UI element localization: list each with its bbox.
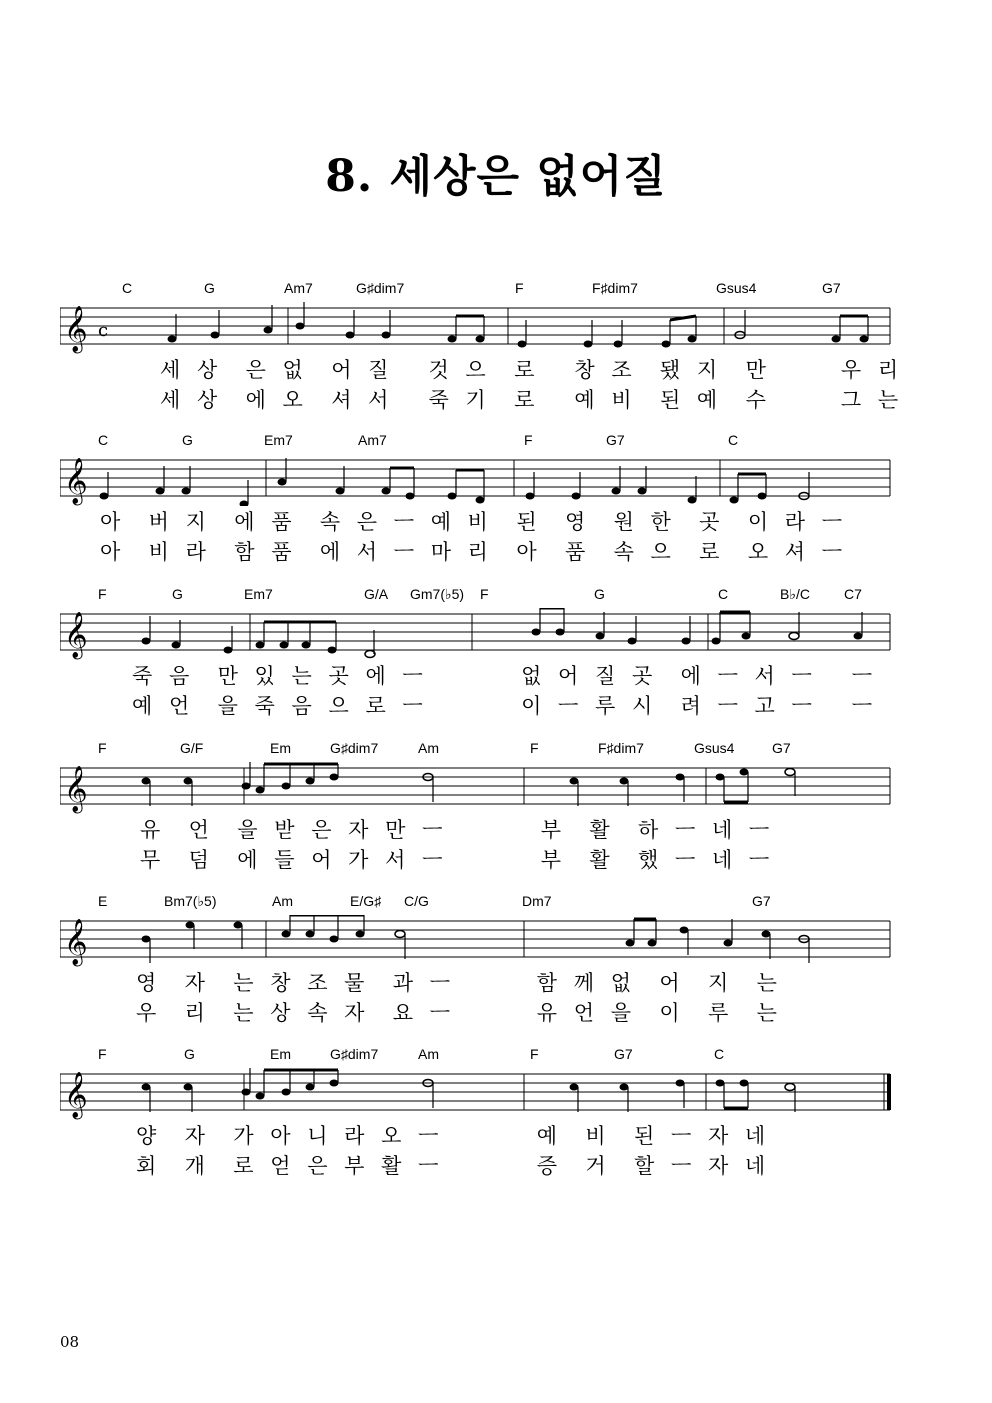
lyric-verse-1: 양 자 가 아 니 라 오 ㅡ 예 비 된 ㅡ 자 네 [136, 1124, 771, 1148]
chord: F [98, 586, 107, 602]
chord-row [60, 740, 900, 762]
chord: Am [272, 893, 293, 909]
chord-row [60, 1046, 900, 1068]
chord: G7 [606, 432, 625, 448]
svg-text:𝄞: 𝄞 [64, 458, 88, 504]
music-staff [60, 1068, 900, 1120]
staff-notation [60, 454, 900, 506]
chord: F [515, 280, 524, 296]
chord: C [122, 280, 133, 296]
chord: Em [270, 1046, 291, 1062]
chord: Gm7(♭5) [410, 586, 465, 602]
chord: Am7 [284, 280, 313, 296]
chord: F [480, 586, 489, 602]
chord: F [530, 740, 539, 756]
lyric-verse-2: 우 리 는 상 속 자 요 ㅡ 유 언 을 이 루 는 [136, 1001, 782, 1025]
chord: G [184, 1046, 195, 1062]
chord-row [60, 280, 900, 302]
chord: C [98, 432, 109, 448]
music-system-4 [60, 740, 900, 874]
chord: C/G [404, 893, 429, 909]
staff-notation [60, 302, 900, 354]
chord: F♯dim7 [598, 740, 644, 756]
chord: Am7 [358, 432, 387, 448]
music-staff [60, 302, 900, 354]
svg-text:𝄞: 𝄞 [64, 612, 88, 658]
page-number: 08 [60, 1333, 80, 1351]
chord: Dm7 [522, 893, 552, 909]
chord: C [718, 586, 729, 602]
chord-row [60, 893, 900, 915]
chord: B♭/C [780, 586, 810, 602]
chord: F♯dim7 [592, 280, 638, 296]
chord: C [714, 1046, 725, 1062]
chord: E/G♯ [350, 893, 382, 909]
chord: G [182, 432, 193, 448]
chord: G7 [752, 893, 771, 909]
chord: G7 [614, 1046, 633, 1062]
lyric-verse-2: 아 비 라 함 품 에 서 ㅡ 마 리 아 품 속 으 로 오 셔 ㅡ [100, 540, 848, 564]
chord-row [60, 586, 900, 608]
chord: F [524, 432, 533, 448]
chord: Gsus4 [694, 740, 735, 756]
chord: E [98, 893, 108, 909]
chord: Em7 [264, 432, 293, 448]
chord-row [60, 432, 900, 454]
staff-notation [60, 762, 900, 814]
chord: Am [418, 1046, 439, 1062]
chord: F [98, 740, 107, 756]
chord: G7 [772, 740, 791, 756]
chord: G♯dim7 [330, 740, 379, 756]
lyric-verse-1: 유 언 을 받 은 자 만 ㅡ 부 활 하 ㅡ 네 ㅡ [140, 818, 775, 842]
svg-text:𝄞: 𝄞 [64, 1072, 88, 1118]
chord: C7 [844, 586, 862, 602]
lyric-verse-2: 회 개 로 얻 은 부 활 ㅡ 증 거 할 ㅡ 자 네 [136, 1154, 771, 1178]
lyric-verse-2: 예 언 을 죽 음 으 로 ㅡ 이 ㅡ 루 시 려 ㅡ 고 ㅡ ㅡ [132, 694, 878, 718]
chord: G♯dim7 [356, 280, 405, 296]
chord: Bm7(♭5) [164, 893, 217, 909]
svg-text:𝄞: 𝄞 [64, 919, 88, 965]
chord: Gsus4 [716, 280, 757, 296]
music-staff [60, 608, 900, 660]
chord: Em7 [244, 586, 273, 602]
lyric-verse-2: 무 덤 에 들 어 가 서 ㅡ 부 활 했 ㅡ 네 ㅡ [140, 848, 775, 872]
music-system-1 [60, 280, 904, 414]
music-system-5 [60, 893, 900, 1027]
music-staff [60, 762, 900, 814]
music-staff [60, 454, 900, 506]
music-system-6 [60, 1046, 900, 1180]
lyric-verse-1: 세 상 은 없 어 질 것 으 로 창 조 됐 지 만 우 리 [160, 358, 904, 382]
music-system-2 [60, 432, 900, 566]
chord: G [204, 280, 215, 296]
chord: G7 [822, 280, 841, 296]
lyric-verse-2: 세 상 에 오 셔 서 죽 기 로 예 비 된 예 수 그 는 [160, 388, 904, 412]
chord: C [728, 432, 739, 448]
chord: G♯dim7 [330, 1046, 379, 1062]
chord: G [594, 586, 605, 602]
chord: F [98, 1046, 107, 1062]
lyric-verse-1: 아 버 지 에 품 속 은 ㅡ 예 비 된 영 원 한 곳 이 라 ㅡ [100, 510, 848, 534]
staff-notation [60, 1068, 900, 1120]
chord: Am [418, 740, 439, 756]
music-system-3 [60, 586, 900, 720]
chord: G/A [364, 586, 389, 602]
chord: G [172, 586, 183, 602]
svg-text:c: c [98, 320, 109, 341]
lyric-verse-1: 죽 음 만 있 는 곳 에 ㅡ 없 어 질 곳 에 ㅡ 서 ㅡ ㅡ [132, 664, 878, 688]
svg-text:𝄞: 𝄞 [64, 766, 88, 812]
song-title: 8. 세상은 없어질 [325, 151, 667, 202]
chord: F [530, 1046, 539, 1062]
lyric-verse-1: 영 자 는 창 조 물 과 ㅡ 함 께 없 어 지 는 [136, 971, 782, 995]
chord: Em [270, 740, 291, 756]
svg-text:𝄞: 𝄞 [64, 306, 88, 352]
staff-notation [60, 608, 900, 660]
chord: G/F [180, 740, 204, 756]
music-staff [60, 915, 900, 967]
staff-notation [60, 915, 900, 967]
